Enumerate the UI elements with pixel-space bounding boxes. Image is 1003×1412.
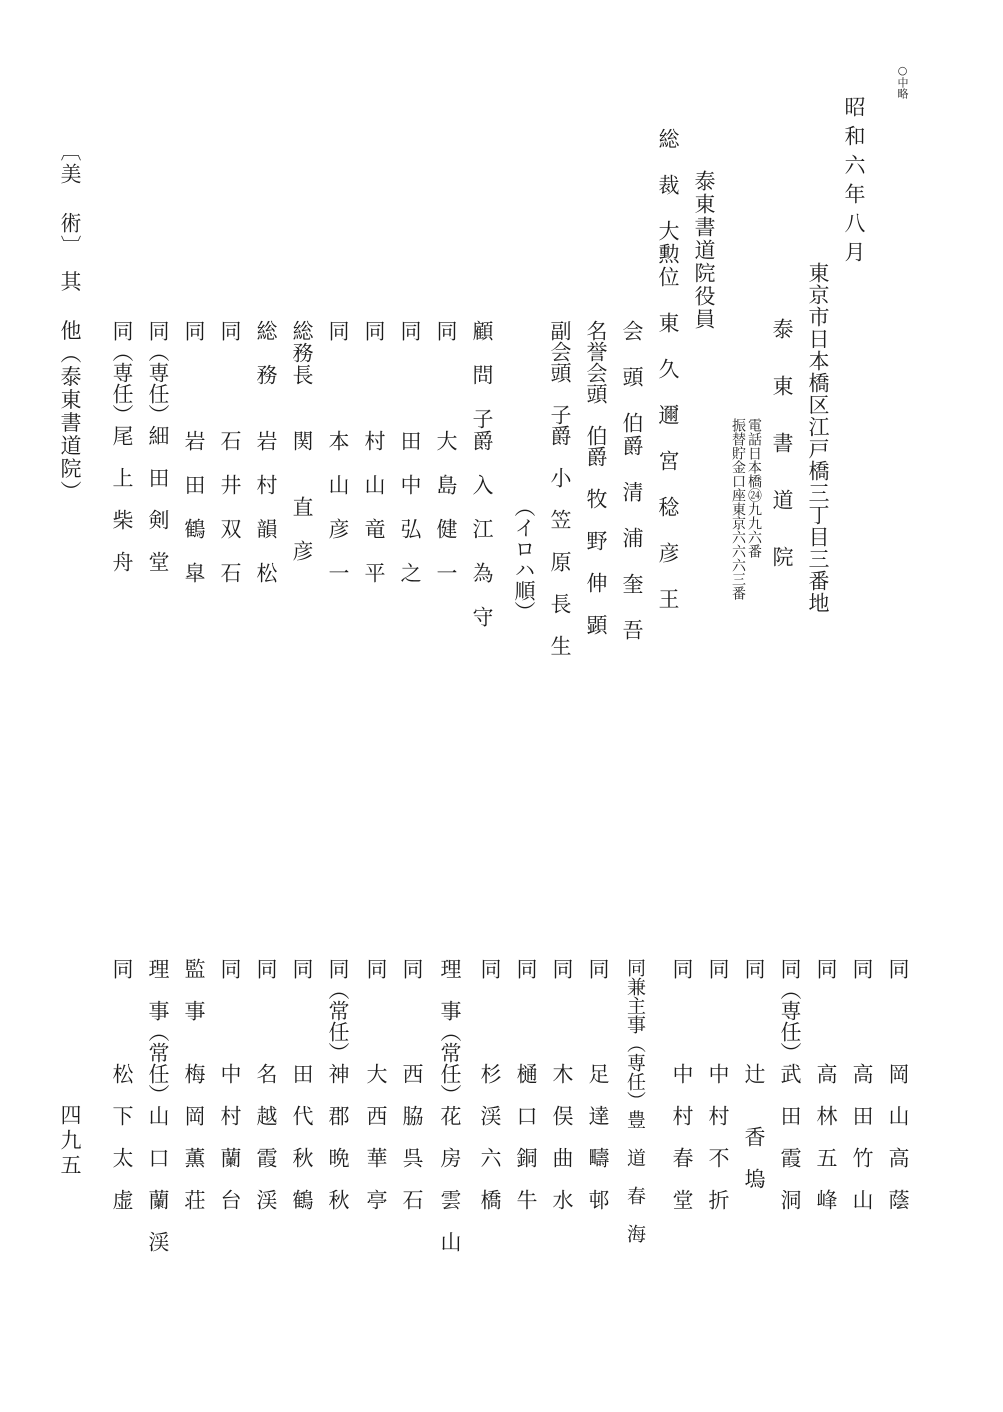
officer-entry: 同 杉 渓 六 橋: [478, 958, 502, 1210]
officer-entry: 総 務 岩 村 韻 松: [254, 320, 278, 584]
phone-number: 電話日本橋㉔九九六番: [746, 418, 762, 558]
officer-entry: 同 足 達 疇 邨: [586, 958, 610, 1210]
officer-entry: 副会頭 子爵 小 笠 原 長 生: [548, 320, 572, 656]
officer-entry: 同（専任）尾 上 柴 舟: [110, 320, 134, 572]
officer-entry: 同（常任）神 郡 晩 秋: [326, 958, 350, 1210]
officer-entry: 同（専任）武 田 霞 洞: [778, 958, 802, 1210]
officer-entry: 同 岩 田 鶴 皐: [182, 320, 206, 584]
officer-entry: 同 中 村 春 堂: [670, 958, 694, 1210]
officer-entry: 同 大 西 華 亭: [364, 958, 388, 1210]
officer-entry: 名誉会頭 伯爵 牧 野 伸 顕: [584, 320, 608, 635]
officer-entry: 同 辻 香 塢: [742, 958, 766, 1189]
officer-entry: 同兼主事（専任）豊 道 春 海: [624, 958, 646, 1243]
officer-entry: 同 中 村 不 折: [706, 958, 730, 1210]
iroha-order-note: （イロハ順）: [512, 496, 536, 622]
officer-entry: 同 中 村 蘭 台: [218, 958, 242, 1210]
officer-entry: 同（専任）細 田 剣 堂: [146, 320, 170, 572]
officer-entry: 同 本 山 彦 一: [326, 320, 350, 584]
officer-entry: 理 事（常任）山 口 蘭 渓: [146, 958, 170, 1252]
officers-title: 泰東書道院役員: [692, 170, 716, 331]
officer-entry: 総務長 関 直 彦: [290, 320, 314, 562]
officer-entry: 同 西 脇 呉 石: [400, 958, 424, 1210]
page-number: 四九五: [58, 1104, 82, 1179]
officer-entry: 同 名 越 霞 渓: [254, 958, 278, 1210]
officer-entry-president: 総 裁 大勲位 東 久 邇 宮 稔 彦 王: [656, 128, 680, 611]
officer-entry: 同 石 井 双 石: [218, 320, 242, 584]
officer-entry: 顧 問 子爵 入 江 為 守: [470, 320, 494, 628]
officer-entry: 同 田 中 弘 之: [398, 320, 422, 584]
officer-entry: 同 高 林 五 峰: [814, 958, 838, 1210]
officer-entry: 同 大 島 健 一: [434, 320, 458, 584]
officer-entry: 同 岡 山 高 蔭: [886, 958, 910, 1210]
officer-entry: 理 事（常任）花 房 雲 山: [438, 958, 462, 1252]
document-date: 昭和六年八月: [842, 96, 866, 270]
postal-transfer-account: 振替貯金口座東京六六六三番: [730, 418, 746, 600]
officer-entry: 同 木 俣 曲 水: [550, 958, 574, 1210]
officer-entry: 同 村 山 竜 平: [362, 320, 386, 584]
officer-entry: 同 樋 口 銅 牛: [514, 958, 538, 1210]
officer-entry: 監 事 梅 岡 薫 荘: [182, 958, 206, 1210]
organization-name: 泰 東 書 道 院: [770, 318, 794, 573]
omission-note: ○中略: [896, 64, 909, 99]
officer-entry: 会 頭 伯爵 清 浦 奎 吾: [620, 320, 644, 642]
section-heading: 〔美 術〕 其 他（泰東書道院）: [58, 140, 82, 504]
officer-entry: 同 高 田 竹 山: [850, 958, 874, 1210]
organization-address: 東京市日本橋区江戸橋三丁目三番地: [806, 262, 830, 614]
officer-entry: 同 松 下 太 虚: [110, 958, 134, 1210]
officer-entry: 同 田 代 秋 鶴: [290, 958, 314, 1210]
